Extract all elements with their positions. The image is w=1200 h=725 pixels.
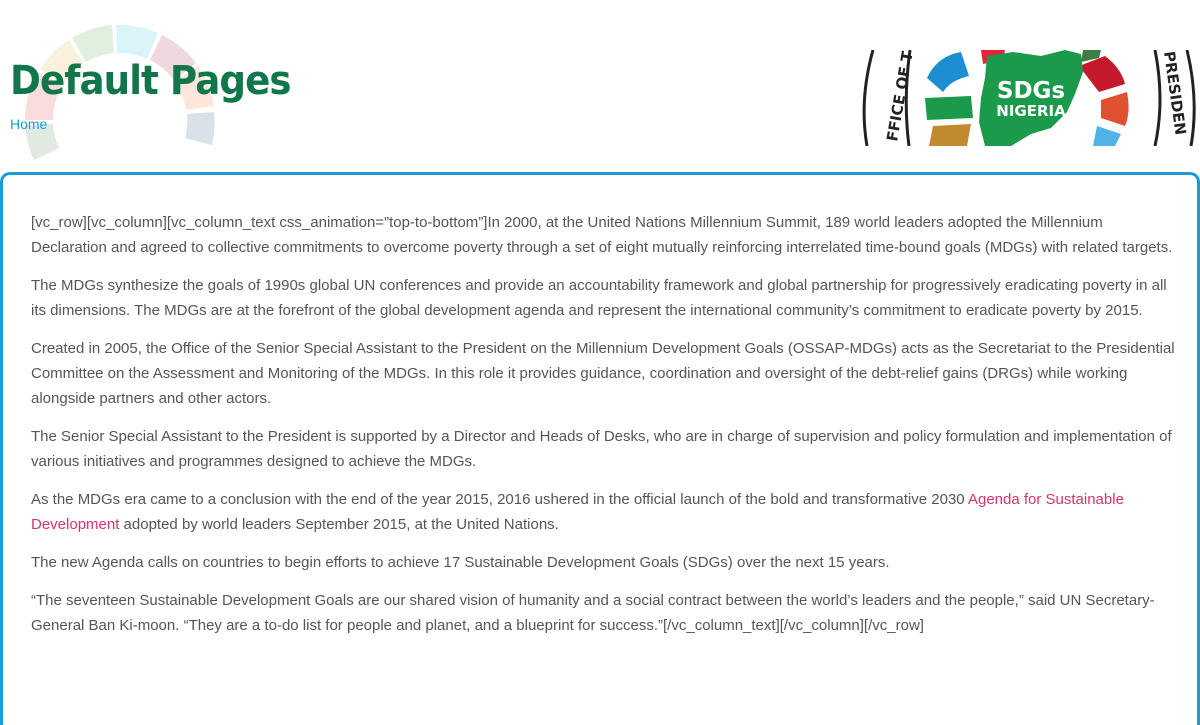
paragraph-4: The Senior Special Assistant to the President is supported by a Director and Heads of Desks, who are in charge of supervision and policy formulation and implementation of various initiatives and programmes designed to achieve the MDGs.: [31, 428, 1172, 470]
paragraph-1: [vc_row][vc_column][vc_column_text css_animation=”top-to-bottom”]In 2000, at the United Nations Millennium Summit, 189 world leaders adopted the Millennium Declaration and agreed to collective commitments to overcome poverty through a set of eight mutually reinforcing interrelated time-bound goals (MDGs) with related targets.: [31, 214, 1173, 256]
paragraph-5-text-end: adopted by world leaders September 2015, at the United Nations.: [119, 516, 559, 533]
agenda-link[interactable]: Agenda for Sustainable Development: [31, 491, 1124, 533]
logo-text-sdgs: SDGs: [996, 78, 1066, 104]
logo-ring-text-right: PRESIDEN: [1160, 50, 1190, 137]
logo-ring-text-left: FFICE OF T: [883, 50, 917, 143]
page-header: [0, 0, 1200, 175]
breadcrumb: [10, 116, 47, 132]
paragraph-7: “The seventeen Sustainable Development Goals are our shared vision of humanity and a social contract between the world’s leaders and the people,” said UN Secretary-General Ban Ki-moon. “They are a to-do list for people and planet, and a blueprint for success.”[/vc_column_text][/vc_column][/vc_row]: [31, 592, 1155, 634]
paragraph-2: The MDGs synthesize the goals of 1990s global UN conferences and provide an accountability framework and global partnership for progressively eradicating poverty in all its dimensions. The MDGs are at the forefront of the global development agenda and represent the international community’s commitment to eradicate poverty by 2015.: [31, 277, 1167, 319]
paragraph-5: [31, 487, 1176, 537]
sdgs-nigeria-logo: [855, 50, 1200, 146]
article-body: [31, 210, 1176, 651]
logo-text-nigeria: NIGERIA: [996, 102, 1066, 120]
page-title: Default Pages: [10, 58, 291, 104]
paragraph-5-text-start: As the MDGs era came to a conclusion with the end of the year 2015, 2016 ushered in the official launch of the bold and transformative 2030: [31, 491, 968, 508]
paragraph-6: The new Agenda calls on countries to begin efforts to achieve 17 Sustainable Development Goals (SDGs) over the next 15 years.: [31, 554, 890, 571]
paragraph-3: Created in 2005, the Office of the Senior Special Assistant to the President on the Millennium Development Goals (OSSAP-MDGs) acts as the Secretariat to the Presidential Committee on the Assessment and Monitoring of the MDGs. In this role it provides guidance, coordination and oversight of the debt-relief gains (DRGs) while working alongside partners and other actors.: [31, 340, 1175, 407]
breadcrumb-home-link[interactable]: Home: [10, 116, 48, 132]
